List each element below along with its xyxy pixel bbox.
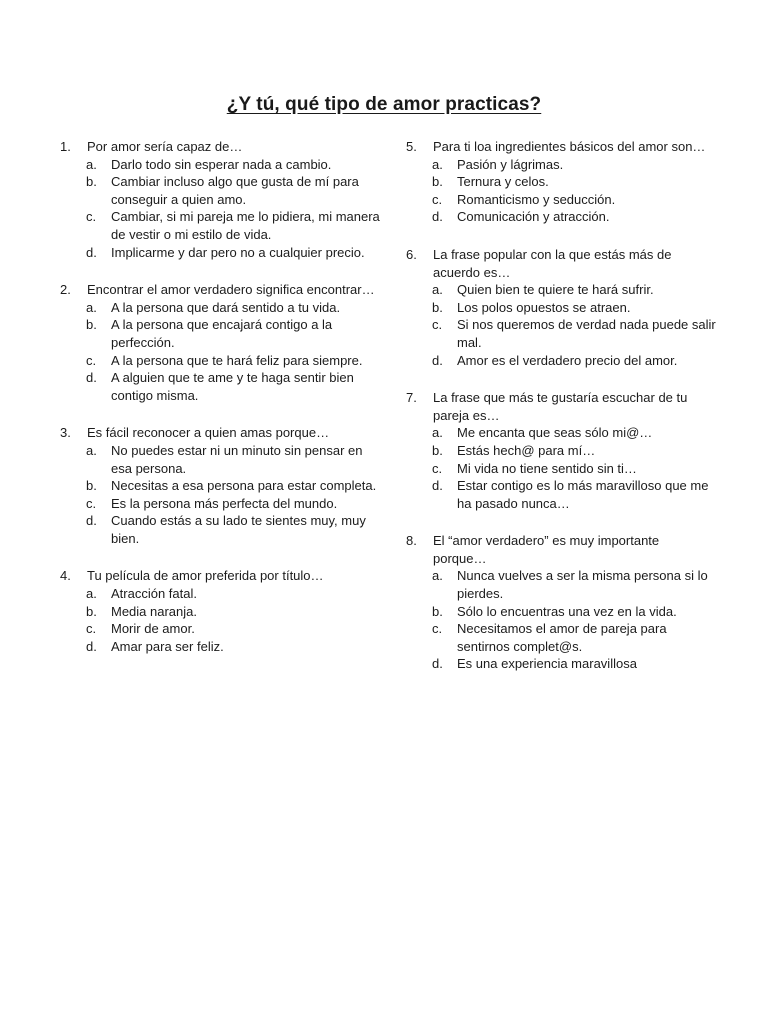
option-letter: d. bbox=[432, 352, 443, 368]
option-letter: d. bbox=[86, 638, 97, 654]
option-letter: b. bbox=[432, 174, 443, 190]
page-title: ¿Y tú, qué tipo de amor practicas? bbox=[226, 94, 542, 115]
question bbox=[406, 138, 716, 226]
question-text: Encontrar el amor verdadero significa encontrar… bbox=[87, 282, 375, 298]
option-letter: b. bbox=[86, 317, 97, 333]
option-letter: b. bbox=[432, 603, 443, 619]
option-item bbox=[60, 495, 380, 513]
option-item bbox=[406, 316, 716, 351]
option-text: Comunicación y atracción. bbox=[457, 209, 610, 225]
option-item bbox=[406, 655, 716, 673]
option-letter: c. bbox=[432, 191, 443, 207]
option-letter: a. bbox=[86, 586, 97, 602]
option-item bbox=[60, 208, 380, 243]
option-letter: a. bbox=[432, 568, 443, 584]
option-item bbox=[60, 512, 380, 547]
question-text: El “amor verdadero” es muy importante porque… bbox=[433, 533, 660, 566]
question-header bbox=[406, 532, 716, 567]
option-item bbox=[60, 442, 380, 477]
option-item bbox=[406, 442, 716, 460]
question-number: 6. bbox=[406, 246, 417, 262]
option-item bbox=[406, 567, 716, 602]
option-letter: d. bbox=[86, 370, 97, 386]
question-text: La frase que más te gustaría escuchar de tu pareja es… bbox=[433, 390, 688, 423]
option-letter: b. bbox=[86, 603, 97, 619]
option-letter: c. bbox=[86, 495, 97, 511]
option-item bbox=[60, 352, 380, 370]
question-text: Es fácil reconocer a quien amas porque… bbox=[87, 425, 330, 441]
option-list bbox=[60, 156, 380, 262]
question bbox=[406, 389, 716, 512]
option-item bbox=[406, 208, 716, 226]
option-letter: d. bbox=[432, 209, 443, 225]
option-list bbox=[406, 567, 716, 673]
option-item bbox=[406, 156, 716, 174]
option-item bbox=[60, 173, 380, 208]
question-number: 1. bbox=[60, 139, 71, 154]
option-letter: a. bbox=[86, 156, 97, 172]
option-text: A la persona que encajará contigo a la perfección. bbox=[111, 317, 333, 350]
option-item bbox=[406, 603, 716, 621]
question bbox=[60, 567, 380, 655]
option-letter: c. bbox=[432, 621, 443, 637]
question-text: Por amor sería capaz de… bbox=[87, 139, 243, 154]
question bbox=[406, 532, 716, 673]
option-item bbox=[406, 460, 716, 478]
option-item bbox=[60, 244, 380, 262]
option-text: Cambiar incluso algo que gusta de mí para conseguir a quien amo. bbox=[111, 174, 359, 207]
option-list bbox=[406, 156, 716, 226]
question-text: Tu película de amor preferida por título… bbox=[87, 568, 324, 584]
question-header bbox=[60, 424, 380, 442]
question-number: 2. bbox=[60, 282, 71, 298]
option-text: Implicarme y dar pero no a cualquier precio. bbox=[111, 244, 365, 260]
option-text: Romanticismo y seducción. bbox=[457, 191, 616, 207]
option-text: Mi vida no tiene sentido sin ti… bbox=[457, 460, 637, 476]
option-letter: c. bbox=[432, 317, 443, 333]
question-header bbox=[406, 389, 716, 424]
option-text: Atracción fatal. bbox=[111, 586, 197, 602]
option-text: Amor es el verdadero precio del amor. bbox=[457, 352, 678, 368]
option-text: A alguien que te ame y te haga sentir bien contigo misma. bbox=[111, 370, 354, 403]
question bbox=[406, 246, 716, 369]
option-letter: b. bbox=[432, 299, 443, 315]
option-list bbox=[60, 299, 380, 405]
question-header bbox=[406, 138, 716, 156]
option-letter: b. bbox=[432, 442, 443, 458]
question-number: 7. bbox=[406, 390, 417, 406]
option-letter: d. bbox=[432, 478, 443, 494]
option-list bbox=[406, 281, 716, 369]
option-item bbox=[60, 585, 380, 603]
option-item bbox=[60, 156, 380, 174]
option-text: Los polos opuestos se atraen. bbox=[457, 299, 631, 315]
option-letter: a. bbox=[432, 156, 443, 172]
option-letter: a. bbox=[432, 425, 443, 441]
option-text: A la persona que te hará feliz para siempre. bbox=[111, 352, 363, 368]
option-letter: c. bbox=[86, 209, 97, 225]
option-item bbox=[60, 316, 380, 351]
option-text: Estar contigo es lo más maravilloso que me ha pasado nunca… bbox=[457, 478, 709, 511]
option-item bbox=[60, 299, 380, 317]
option-letter: d. bbox=[86, 513, 97, 529]
question-number: 4. bbox=[60, 568, 71, 584]
right-column bbox=[406, 138, 716, 693]
left-column bbox=[60, 138, 380, 675]
option-item bbox=[60, 477, 380, 495]
option-text: Necesitas a esa persona para estar completa. bbox=[111, 478, 377, 494]
option-text: Cambiar, si mi pareja me lo pidiera, mi manera de vestir o mi estilo de vida. bbox=[111, 209, 380, 242]
option-item bbox=[406, 477, 716, 512]
option-text: A la persona que dará sentido a tu vida. bbox=[111, 299, 341, 315]
option-text: Pasión y lágrimas. bbox=[457, 156, 564, 172]
option-item bbox=[60, 603, 380, 621]
option-letter: a. bbox=[86, 442, 97, 458]
option-item bbox=[406, 424, 716, 442]
option-letter: d. bbox=[86, 244, 97, 260]
option-item bbox=[406, 299, 716, 317]
question bbox=[60, 138, 380, 261]
option-text: Si nos queremos de verdad nada puede salir mal. bbox=[457, 317, 716, 350]
question-header bbox=[60, 281, 380, 299]
question bbox=[60, 424, 380, 547]
option-letter: c. bbox=[86, 621, 97, 637]
option-text: Es la persona más perfecta del mundo. bbox=[111, 495, 338, 511]
option-text: Media naranja. bbox=[111, 603, 197, 619]
option-letter: c. bbox=[432, 460, 443, 476]
option-list bbox=[406, 424, 716, 512]
option-text: Estás hech@ para mí… bbox=[457, 442, 596, 458]
option-item bbox=[60, 369, 380, 404]
question-text: La frase popular con la que estás más de acuerdo es… bbox=[433, 246, 672, 280]
question-number: 3. bbox=[60, 425, 71, 441]
option-text: No puedes estar ni un minuto sin pensar en esa persona. bbox=[111, 442, 363, 476]
question-header bbox=[406, 246, 716, 281]
option-text: Es una experiencia maravillosa bbox=[457, 656, 637, 672]
option-letter: a. bbox=[86, 299, 97, 315]
option-item bbox=[406, 620, 716, 655]
option-item bbox=[60, 638, 380, 656]
option-item bbox=[60, 620, 380, 638]
option-list bbox=[60, 442, 380, 548]
option-item bbox=[406, 281, 716, 299]
option-text: Ternura y celos. bbox=[457, 174, 549, 190]
option-item bbox=[406, 191, 716, 209]
option-text: Amar para ser feliz. bbox=[111, 638, 224, 654]
option-letter: c. bbox=[86, 352, 97, 368]
option-letter: a. bbox=[432, 282, 443, 298]
option-letter: b. bbox=[86, 174, 97, 190]
option-item bbox=[406, 352, 716, 370]
question-header bbox=[60, 567, 380, 585]
option-text: Necesitamos el amor de pareja para sentirnos complet@s. bbox=[457, 621, 667, 654]
option-text: Sólo lo encuentras una vez en la vida. bbox=[457, 603, 677, 619]
option-text: Cuando estás a su lado te sientes muy, muy bien. bbox=[111, 513, 366, 546]
option-text: Morir de amor. bbox=[111, 621, 195, 637]
option-text: Quien bien te quiere te hará sufrir. bbox=[457, 282, 654, 298]
option-item bbox=[406, 173, 716, 191]
question-header bbox=[60, 138, 380, 156]
question-text: Para ti loa ingredientes básicos del amor son… bbox=[433, 139, 706, 154]
option-text: Me encanta que seas sólo mi@… bbox=[457, 425, 653, 441]
option-text: Nunca vuelves a ser la misma persona si lo pierdes. bbox=[457, 568, 708, 602]
option-list bbox=[60, 585, 380, 655]
option-letter: b. bbox=[86, 478, 97, 494]
question-number: 5. bbox=[406, 139, 417, 154]
option-text: Darlo todo sin esperar nada a cambio. bbox=[111, 156, 332, 172]
question-number: 8. bbox=[406, 533, 417, 549]
question bbox=[60, 281, 380, 404]
option-letter: d. bbox=[432, 656, 443, 672]
